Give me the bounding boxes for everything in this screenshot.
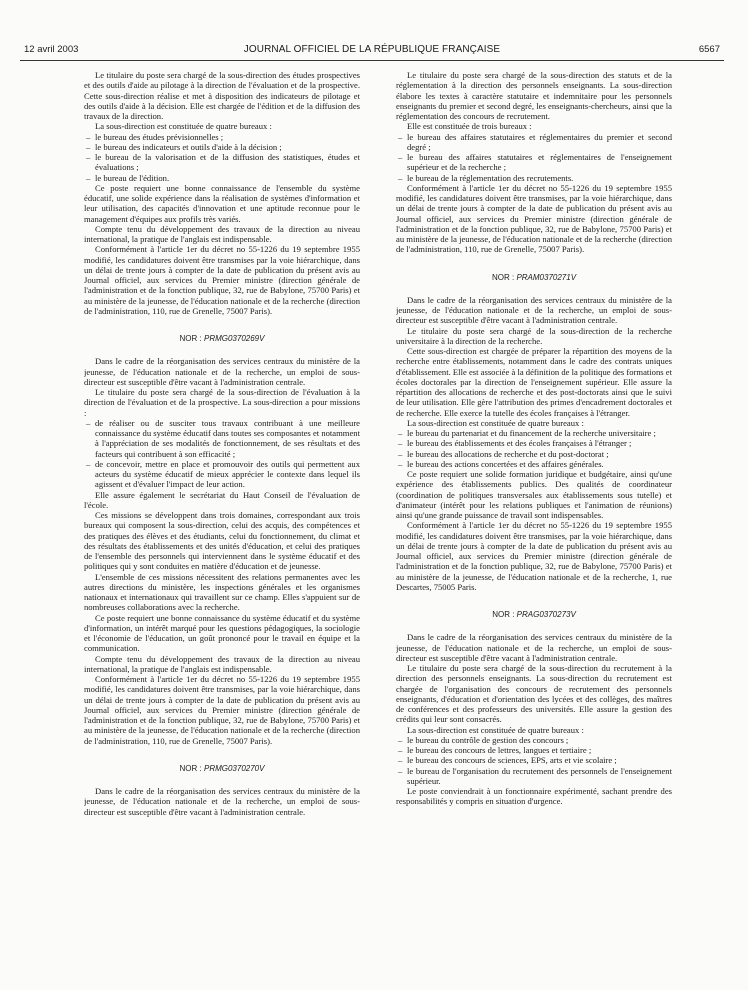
left-column <box>84 70 360 985</box>
list-item: – le bureau du partenariat et du financement de la recherche universitaire ; <box>396 428 672 438</box>
paragraph: Dans le cadre de la réorganisation des services centraux du ministère de la jeunesse, de l'éducation nationale et de la recherche, un emploi de sous-directeur est susceptible d'être vacant à l'administration centrale. <box>396 294 672 326</box>
list-item: – le bureau de l'édition. <box>84 173 360 183</box>
list-item: – le bureau des affaires statutaires et réglementaires du premier et second degré ; <box>396 132 672 153</box>
nor-label: NOR : <box>492 610 515 619</box>
list-item: – le bureau des allocations de recherche et du post-doctorat ; <box>396 449 672 459</box>
list-item: – le bureau de la réglementation des recrutements. <box>396 173 672 183</box>
paragraph: La sous-direction est constituée de quatre bureaux : <box>407 417 584 428</box>
paragraph: Compte tenu du développement des travaux de la direction au niveau international, la pratique de l'anglais est indispensable. <box>84 223 360 244</box>
header-rule <box>20 60 724 61</box>
nor-code: PRAG0370273V <box>516 610 576 619</box>
paragraph: Elle assure également le secrétariat du Haut Conseil de l'évaluation de l'école. <box>84 489 360 510</box>
list-item: – le bureau du contrôle de gestion des concours ; <box>396 735 672 745</box>
paragraph: Le titulaire du poste sera chargé de la sous-direction de l'évaluation à la direction de l'évaluation et de la prospective. La sous-direction a pour missions : <box>84 387 360 418</box>
list-item: – le bureau des indicateurs et outils d'aide à la décision ; <box>84 142 360 152</box>
nor-label: NOR : <box>179 763 202 773</box>
list-item: – le bureau de la valorisation et de la diffusion des statistiques, études et évaluations ; <box>84 152 360 173</box>
list-item: – le bureau des établissements et des écoles françaises à l'étranger ; <box>396 438 672 448</box>
paragraph: Conformément à l'article 1er du décret no 55-1226 du 19 septembre 1955 modifié, les candidatures doivent être transmises, par la voie hiérarchique, dans un délai de trente jours à compter de la date de publication du présent avis au Journal officiel, aux services du Premier ministre (direction générale de l'administration et de la fonction publique, 32, rue de Babylone, 75700 Paris) et au ministère de la jeunesse, de l'éducation nationale et de la recherche (direction de l'administration, 110, rue de Grenelle, 75007 Paris). <box>84 674 360 746</box>
nor-reference <box>396 610 672 620</box>
header-title: JOURNAL OFFICIEL DE LA RÉPUBLIQUE FRANÇAISE <box>243 44 501 55</box>
nor-reference <box>84 334 360 344</box>
paragraph: Ce poste requiert une solide formation juridique et budgétaire, ainsi qu'une expérience des établissements publics. Des qualités de coordinateur (coordination de politiques transversales aux établissements sous tutelle) et d'animateur (intérêt pour les relations publiques et l'animation de réunions) ainsi qu'une grande puissance de travail sont indispensables. <box>396 469 672 520</box>
paragraph: Le titulaire du poste sera chargé de la sous-direction du recrutement à la direction des personnels enseignants. La sous-direction du recrutement est chargée de l'organisation des concours de recrutement des personnels enseignants, d'éducation et d'orientation des lycées et des collèges, des maîtres de conférences et des professeurs des universités. Elle assure la gestion des crédits qui leur sont consacrés. <box>396 663 672 725</box>
list-item: – le bureau des études prévisionnelles ; <box>84 132 360 142</box>
paragraph: Elle est constituée de trois bureaux : <box>407 121 532 132</box>
nor-label: NOR : <box>491 272 515 282</box>
paragraph: Dans le cadre de la réorganisation des services centraux du ministère de la jeunesse, de l'éducation nationale et de la recherche, un emploi de sous-directeur est susceptible d'être vacant à l'administration centrale. <box>84 786 360 817</box>
paragraph: Dans le cadre de la réorganisation des services centraux du ministère de la jeunesse, de l'éducation nationale et de la recherche, un emploi de sous-directeur est susceptible d'être vacant à l'administration centrale. <box>396 632 672 663</box>
paragraph: Le titulaire du poste sera chargé de la sous-direction des statuts et de la réglementation à la direction des personnels enseignants. La sous-direction élabore les textes à caractère statutaire et indemnitaire pour les personnels enseignants du premier et second degré, les enseignants-chercheurs, ainsi que la réglementation des concours de recrutement. <box>396 70 672 121</box>
list-item: – de concevoir, mettre en place et promouvoir des outils qui permettent aux acteurs du système éducatif de mieux apprécier le contexte dans lequel ils agissent et d'évaluer l'impact de leur action. <box>84 459 360 490</box>
list-item: – le bureau de l'organisation du recrutement des personnels de l'enseignement supérieur. <box>396 766 672 787</box>
nor-code: PRMG0370269V <box>203 334 265 343</box>
paragraph: Ces missions se développent dans trois domaines, correspondant aux trois bureaux qui composent la sous-direction, celui des acquis, des compétences et des pratiques des élèves et des étudiants, celui du fonctionnement, du climat et des résultats des établissements et des unités d'éducation, et celui des pratiques de l'ensemble des personnels qui interviennent dans le système éducatif et des politiques qui y sont conduites en matière d'éducation et de jeunesse. <box>84 510 360 572</box>
paragraph: Compte tenu du développement des travaux de la direction au niveau international, la pratique de l'anglais est indispensable. <box>84 653 360 674</box>
paragraph: Le titulaire du poste sera chargé de la sous-direction de la recherche universitaire à la direction de la recherche. <box>396 325 672 346</box>
paragraph: Conformément à l'article 1er du décret no 55-1226 du 19 septembre 1955 modifié, les candidatures doivent être transmises, par la voie hiérarchique, dans un délai de trente jours à compter de la date de publication du présent avis au Journal officiel, aux services du Premier ministre (direction générale de l'administration et de la fonction publique, 32, rue de Babylone, 75700 Paris) et au ministère de la jeunesse, de l'éducation nationale et de la recherche (direction de l'administration, 110, rue de Grenelle, 75007 Paris). <box>396 182 672 255</box>
paragraph: Le poste conviendrait à un fonctionnaire expérimenté, sachant prendre des responsabilités y compris en situation d'urgence. <box>396 786 672 807</box>
list-item: – le bureau des affaires statutaires et réglementaires de l'enseignement supérieur et de la recherche ; <box>396 152 672 173</box>
bureau-list <box>396 735 672 786</box>
paragraph: Conformément à l'article 1er du décret no 55-1226 du 19 septembre 1955 modifié, les candidatures doivent être transmises par la voie hiérarchique, dans un délai de trente jours à compter de la date de publication du présent avis au Journal officiel, aux services du Premier ministre (direction générale de l'administration et de la fonction publique, 32, rue de Babylone, 75700 Paris) et au ministère de la jeunesse, de l'éducation nationale et de la recherche (direction de l'administration, 110, rue de Grenelle, 75007 Paris). <box>84 244 360 316</box>
paragraph: Cette sous-direction est chargée de préparer la répartition des moyens de la recherche entre établissements, notamment dans le cadre des contrats uniques d'établissement. Elle est associée à la définition de la politique des formations et écoles doctorales par la direction de l'enseignement supérieur. Elle assure la répartition des allocations de recherche et des post-doctorats ainsi que le suivi de leur utilisation. Elle gère l'attribution des primes d'encadrement doctorales et de recherche. Elle exerce la tutelle des écoles françaises à l'étranger. <box>396 346 672 418</box>
paragraph: Dans le cadre de la réorganisation des services centraux du ministère de la jeunesse, de l'éducation nationale et de la recherche, un emploi de sous-directeur est susceptible d'être vacant à l'administration centrale. <box>84 356 360 387</box>
header-date: 12 avril 2003 <box>24 44 79 55</box>
bureau-list <box>396 132 672 183</box>
page-header <box>24 44 720 58</box>
list-item: – de réaliser ou de susciter tous travaux contribuant à une meilleure connaissance du système éducatif dans toutes ses composantes et notamment à l'appréciation de ses modalités de fonctionnement, de ses résultats et des facteurs qui contribuent à son efficacité ; <box>84 418 360 459</box>
paragraph: Conformément à l'article 1er du décret no 55-1226 du 19 septembre 1955 modifié, les candidatures doivent être transmises, par la voie hiérarchique, dans un délai de trente jours à compter de la date de publication du présent avis au Journal officiel, aux services du Premier ministre (direction générale de l'administration et de la fonction publique, 32, rue de Babylone, 75700 Paris) et au ministère de la jeunesse, de l'éducation nationale et de la recherche, 1, rue Descartes, 75005 Paris. <box>396 520 672 592</box>
nor-label: NOR : <box>179 334 202 343</box>
header-page-number: 6567 <box>698 44 720 55</box>
paragraph: La sous-direction est constituée de quatre bureaux : <box>407 724 584 735</box>
right-column <box>396 70 672 985</box>
nor-code: PRAM0370271V <box>516 272 577 282</box>
list-item: – le bureau des concours de lettres, langues et tertiaire ; <box>396 745 672 755</box>
paragraph: Ce poste requiert une bonne connaissance de l'ensemble du système éducatif, une solide expérience dans la réalisation de systèmes d'information et leur utilisation, des capacités d'innovation et une aptitude reconnue pour le management d'équipes aux profils très variés. <box>84 182 360 224</box>
missions-list <box>84 418 360 490</box>
nor-reference <box>396 273 672 283</box>
paragraph: La sous-direction est constituée de quatre bureaux : <box>95 121 272 132</box>
nor-reference <box>84 764 360 774</box>
list-item: – le bureau des actions concertées et des affaires générales. <box>396 459 672 469</box>
list-item: – le bureau des concours de sciences, EPS, arts et vie scolaire ; <box>396 755 672 765</box>
nor-code: PRMG0370270V <box>203 763 265 773</box>
paragraph: Ce poste requiert une bonne connaissance du système éducatif et du système d'information, un intérêt marqué pour les questions pédagogiques, la sociologie et l'économie de l'éducation, un goût prononcé pour le travail en équipe et la communication. <box>84 612 360 654</box>
paragraph: L'ensemble de ces missions nécessitent des relations permanentes avec les autres directions du ministère, les inspections générales et les organismes nationaux et internationaux qui travaillent sur ce champ. Elles s'appuient sur de nombreuses collaborations avec la recherche. <box>84 571 360 613</box>
paragraph: Le titulaire du poste sera chargé de la sous-direction des études prospectives et des outils d'aide au pilotage à la direction de l'évaluation et de la prospective. Cette sous-direction réalise et met à disposition des indicateurs de pilotage et des outils d'aide à la décision. Elle est chargée de l'édition et de la diffusion des travaux de la direction. <box>84 70 360 121</box>
bureau-list <box>396 428 672 469</box>
bureau-list <box>84 132 360 183</box>
